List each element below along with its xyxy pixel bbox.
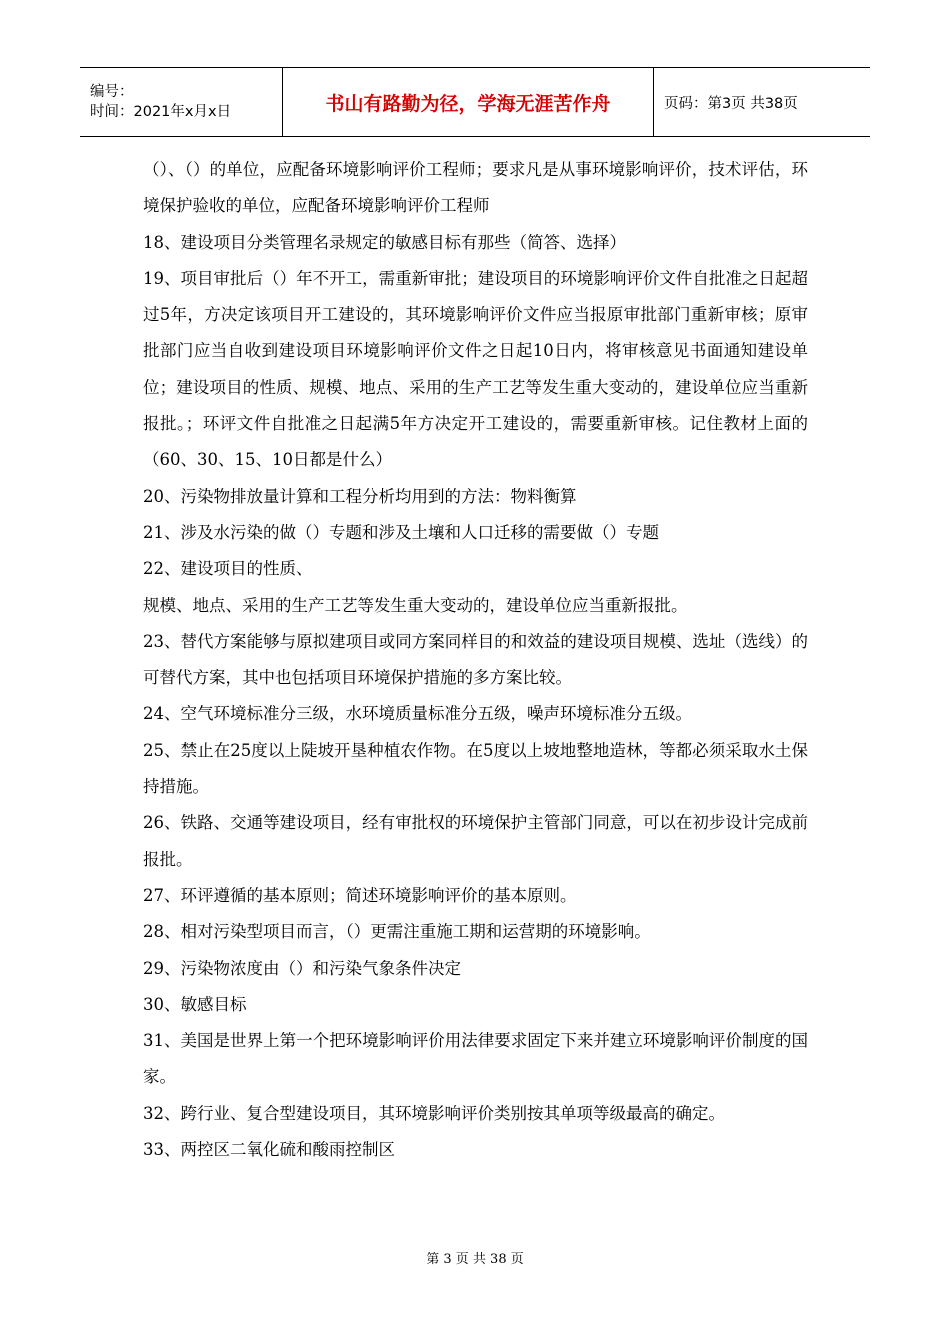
paragraph: 规模、地点、采用的生产工艺等发生重大变动的，建设单位应当重新报批。 <box>143 595 688 615</box>
paragraph: 19、项目审批后（）年不开工，需重新审批；建设项目的环境影响评价文件自批准之日起超过5年，方决定该项目开工建设的，其环境影响评价文件应当报原审批部门重新审核；原审批部门应当自收到建设项目环境影响评价文件之日起10日内，将审核意见书面通知建设单位；建设项目的性质、规模、地点、采用的生产工艺等发生重大变动的，建设单位应当重新报批。；环评文件自批准之日起满5年方决定开工建设的，需要重新审核。记住教材上面的（60、30、15、10日都是什么） <box>143 268 808 470</box>
paragraph: 25、禁止在25度以上陡坡开垦种植农作物。在5度以上坡地整地造林，等都必须采取水土保持措施。 <box>143 740 808 797</box>
paragraph: 22、建设项目的性质、 <box>143 559 313 579</box>
document-body <box>143 152 808 1168</box>
header-motto: 书山有路勤为径，学海无涯苦作舟 <box>282 68 654 136</box>
paragraph: 23、替代方案能够与原拟建项目或同方案同样目的和效益的建设项目规模、选址（选线）的可替代方案，其中也包括项目环境保护措施的多方案比较。 <box>143 631 808 688</box>
paragraph: 20、污染物排放量计算和工程分析均用到的方法：物料衡算 <box>143 486 577 506</box>
paragraph: 29、污染物浓度由（）和污染气象条件决定 <box>143 958 461 978</box>
paragraph: 32、跨行业、复合型建设项目，其环境影响评价类别按其单项等级最高的确定。 <box>143 1103 725 1123</box>
paragraph: 26、铁路、交通等建设项目，经有审批权的环境保护主管部门同意，可以在初步设计完成前报批。 <box>143 813 808 869</box>
document-date: 时间：2021年x月x日 <box>90 104 232 120</box>
header-page-code: 页码：第3页 共38页 <box>664 95 798 112</box>
page-footer: 第 3 页 共 38 页 <box>426 1252 524 1267</box>
paragraph: （）、（）的单位，应配备环境影响评价工程师；要求凡是从事环境影响评价，技术评估，环境保护验收的单位，应配备环境影响评价工程师 <box>143 160 808 216</box>
page-header <box>80 67 870 137</box>
document-number-label: 编号： <box>90 84 134 100</box>
paragraph: 24、空气环境标准分三级，水环境质量标准分五级，噪声环境标准分五级。 <box>143 704 692 724</box>
paragraph: 31、美国是世界上第一个把环境影响评价用法律要求固定下来并建立环境影响评价制度的国家。 <box>143 1031 808 1087</box>
paragraph: 18、建设项目分类管理名录规定的敏感目标有那些（简答、选择） <box>143 232 626 252</box>
paragraph: 27、环评遵循的基本原则；简述环境影响评价的基本原则。 <box>143 885 577 905</box>
paragraph: 33、两控区二氧化硫和酸雨控制区 <box>143 1140 395 1160</box>
paragraph: 21、涉及水污染的做（）专题和涉及土壤和人口迁移的需要做（）专题 <box>143 522 659 542</box>
paragraph: 30、敏感目标 <box>143 994 247 1014</box>
header-meta <box>80 68 282 136</box>
paragraph: 28、相对污染型项目而言，（）更需注重施工期和运营期的环境影响。 <box>143 922 651 942</box>
